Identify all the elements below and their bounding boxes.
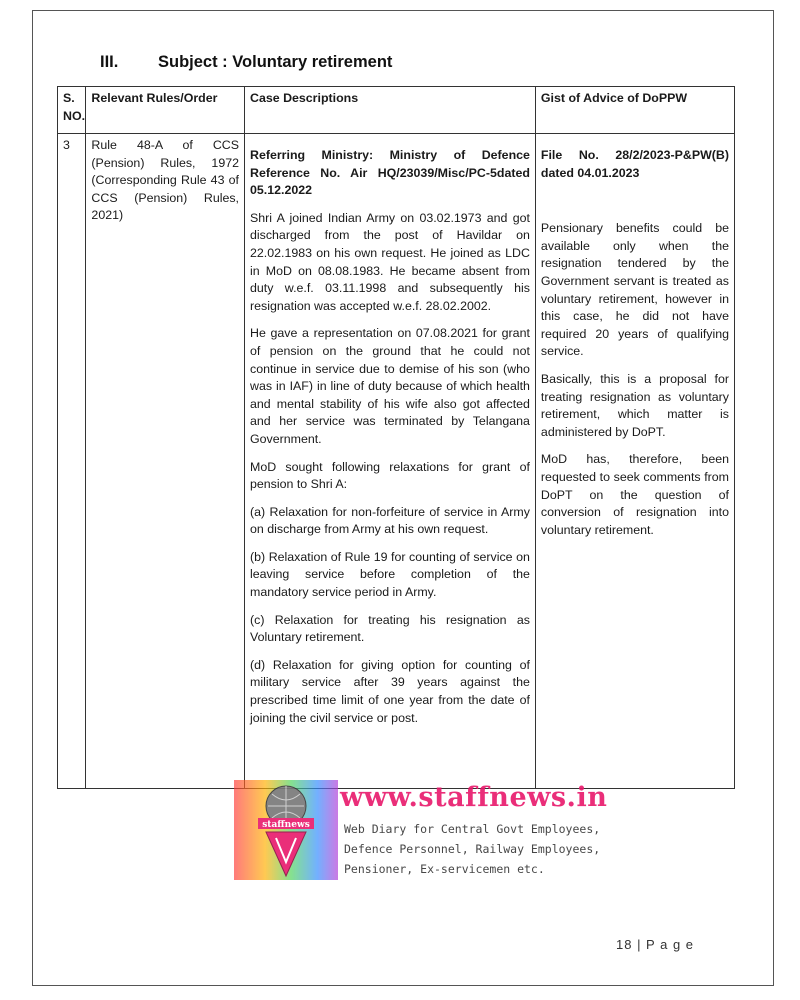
page-number: 18 | P a g e (616, 937, 695, 952)
advice-table (57, 86, 735, 789)
watermark (232, 778, 608, 884)
svg-text:staffnews: staffnews (262, 820, 310, 830)
header-case: Case Descriptions (245, 87, 536, 134)
case-paragraph: (a) Relaxation for non-forfeiture of service in Army on discharge from Army at his own request. (250, 504, 530, 537)
watermark-url: www.staffnews.in (340, 782, 608, 813)
case-paragraph: MoD sought following relaxations for grant of pension to Shri A: (250, 459, 530, 492)
gist-paragraph: Basically, this is a proposal for treating resignation as voluntary retirement, which matter is administered by DoPT. (540, 371, 729, 439)
case-paragraph: (b) Relaxation of Rule 19 for counting of service on leaving service before completion of the mandatory service period in Army. (250, 549, 530, 600)
gist-reference: File No. 28/2/2023-P&PW(B) dated 04.01.2023 (540, 148, 729, 180)
cell-sno: 3 (58, 134, 86, 789)
case-paragraph: (d) Relaxation for giving option for counting of military service after 39 years against the prescribed time limit of one year from the date of joining the civil service or post. (250, 657, 530, 725)
gist-paragraph: Pensionary benefits could be available only when the resignation tendered by the Government servant is treated as voluntary retirement, however in this case, he did not have required 20 years of qualifying service. (540, 221, 729, 359)
header-rules: Relevant Rules/Order (86, 87, 245, 134)
section-number: III. (100, 53, 119, 71)
case-reference: Referring Ministry: Ministry of Defence Reference No. Air HQ/23039/Misc/PC-5dated 05.12.2022 (250, 148, 530, 198)
section-subject: Subject : Voluntary retirement (158, 53, 393, 71)
cell-rule: Rule 48-A of CCS (Pension) Rules, 1972 (Corresponding Rule 43 of CCS (Pension) Rules, 2021) (86, 134, 245, 789)
watermark-line: Defence Personnel, Railway Employees, (344, 842, 601, 856)
watermark-line: Web Diary for Central Govt Employees, (344, 822, 601, 836)
case-paragraph: He gave a representation on 07.08.2021 for grant of pension on the ground that he could not continue in service due to demise of his son (who was in IAF) in line of duty because of which health and mental stability of his wife also got affected and her service was terminated by Telangana Government. (250, 326, 530, 446)
header-gist: Gist of Advice of DoPPW (535, 87, 734, 134)
watermark-line: Pensioner, Ex-servicemen etc. (344, 862, 545, 876)
staffnews-logo-icon (232, 778, 340, 882)
case-paragraph: Shri A joined Indian Army on 03.02.1973 and got discharged from the post of Havildar on 22.02.1983 on his own request. He joined as LDC in MoD on 08.08.1983. He became absent from duty w.e.f. 03.11.1998 and subsequently his resignation was accepted w.e.f. 28.02.2002. (250, 210, 530, 313)
table-header-row (58, 87, 735, 134)
cell-gist (535, 134, 734, 789)
cell-case (245, 134, 536, 789)
gist-paragraph: MoD has, therefore, been requested to seek comments from DoPT on the question of conversion of resignation into voluntary retirement. (540, 452, 729, 537)
case-paragraph: (c) Relaxation for treating his resignation as Voluntary retirement. (250, 612, 530, 645)
header-sno: S. NO. (58, 87, 86, 134)
section-heading (100, 53, 392, 72)
table-row (58, 134, 735, 789)
